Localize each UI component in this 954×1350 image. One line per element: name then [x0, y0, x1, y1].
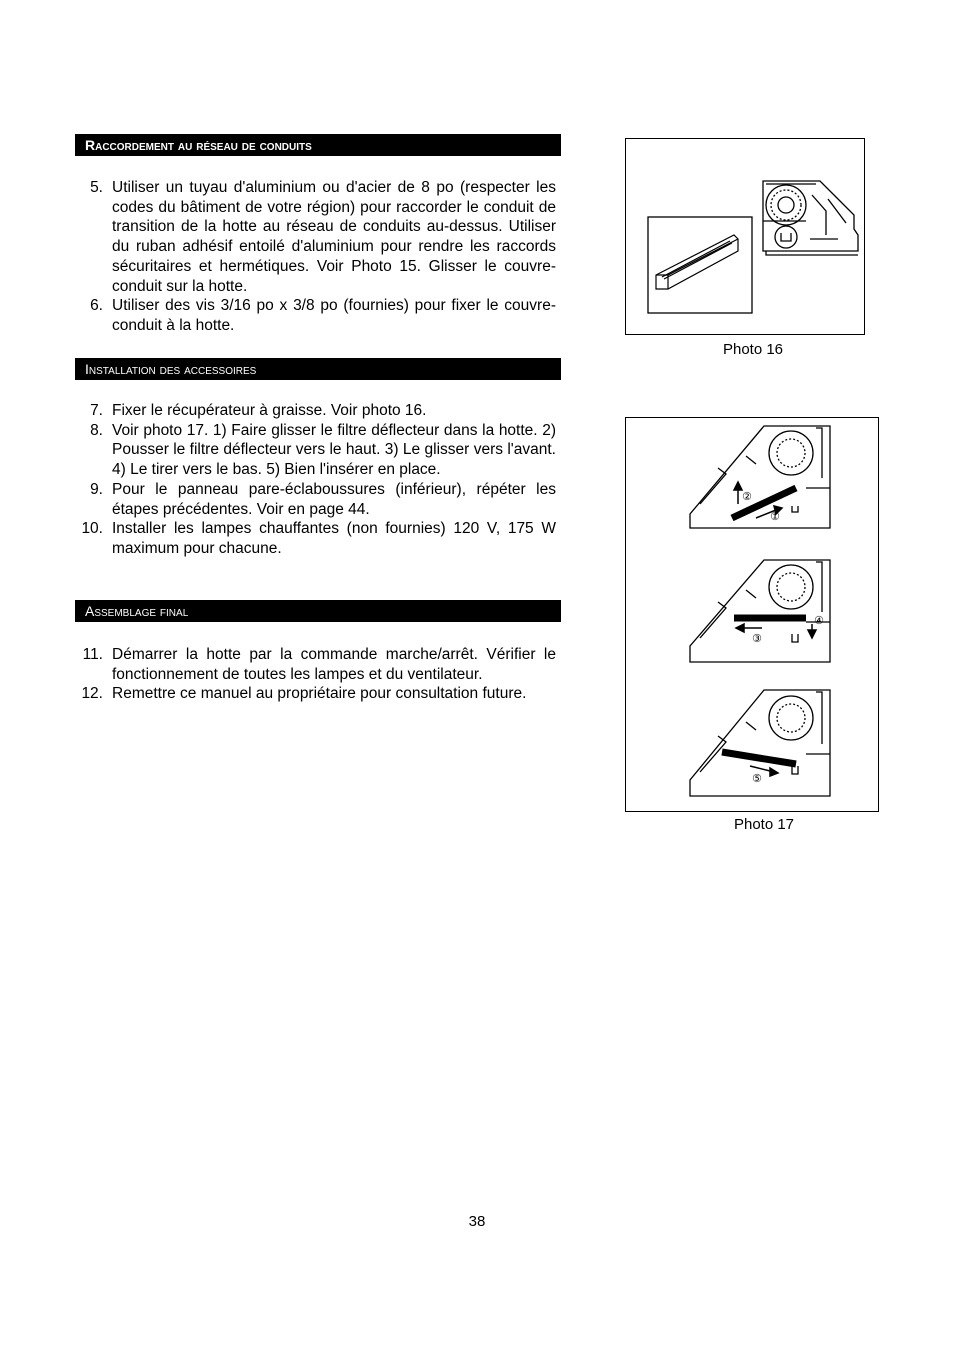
photo-17-frame [625, 417, 879, 812]
photo-16-frame [625, 138, 865, 335]
step-marker-1: ① [770, 510, 780, 523]
step-marker-2: ② [742, 490, 752, 503]
section-heading-accessoires: Installation des accessoires [75, 358, 561, 380]
baffle-filter-installation-illustration [626, 418, 877, 810]
step-marker-5: ⑤ [752, 772, 762, 785]
list-item: 5. Utiliser un tuyau d'aluminium ou d'acier de 8 po (respecter les codes du bâtiment de votre région) pour raccorder le conduit de transition de la hotte au réseau de conduits au-dessus. Utiliser du ruban adhésif entoilé d'aluminium pour rendre les raccords sécuritaires et hermétiques. Voir Photo 15. Glisser le couvre-conduit sur la hotte. [90, 179, 556, 295]
step-marker-4: ④ [814, 614, 824, 627]
steps-list-raccordement [75, 178, 556, 336]
filter-bar [722, 752, 796, 764]
list-item: 10. Installer les lampes chauffantes (non fournies) 120 V, 175 W maximum pour chacune. [81, 520, 556, 557]
section-heading-raccordement: Raccordement au réseau de conduits [75, 134, 561, 156]
grease-collector-illustration [626, 139, 863, 333]
steps-list-assemblage [75, 645, 556, 704]
list-item: 9. Pour le panneau pare-éclaboussures (inférieur), répéter les étapes précédentes. Voir en page 44. [90, 480, 556, 518]
list-item: 8. Voir photo 17. 1) Faire glisser le filtre déflecteur dans la hotte. 2) Pousser le filtre déflecteur vers le haut. 3) Le glisser vers l'avant. 4) Le tirer vers le bas. 5) Bien l'insérer en place. [90, 421, 556, 479]
step-marker-3: ③ [752, 632, 762, 645]
list-item: 6. Utiliser des vis 3/16 po x 3/8 po (fournies) pour fixer le couvre-conduit à la hotte. [90, 297, 556, 334]
list-item: 12. Remettre ce manuel au propriétaire pour consultation future. [81, 685, 527, 703]
steps-list-accessoires [75, 401, 556, 559]
photo-17-caption: Photo 17 [733, 816, 795, 833]
photo-16-caption: Photo 16 [722, 341, 784, 358]
section-heading-assemblage: Assemblage final [75, 600, 561, 622]
page-number: 38 [468, 1213, 486, 1230]
list-item: 11. Démarrer la hotte par la commande marche/arrêt. Vérifier le fonctionnement de toutes les lampes et du ventilateur. [82, 646, 556, 683]
list-item: 7. Fixer le récupérateur à graisse. Voir photo 16. [90, 402, 427, 419]
